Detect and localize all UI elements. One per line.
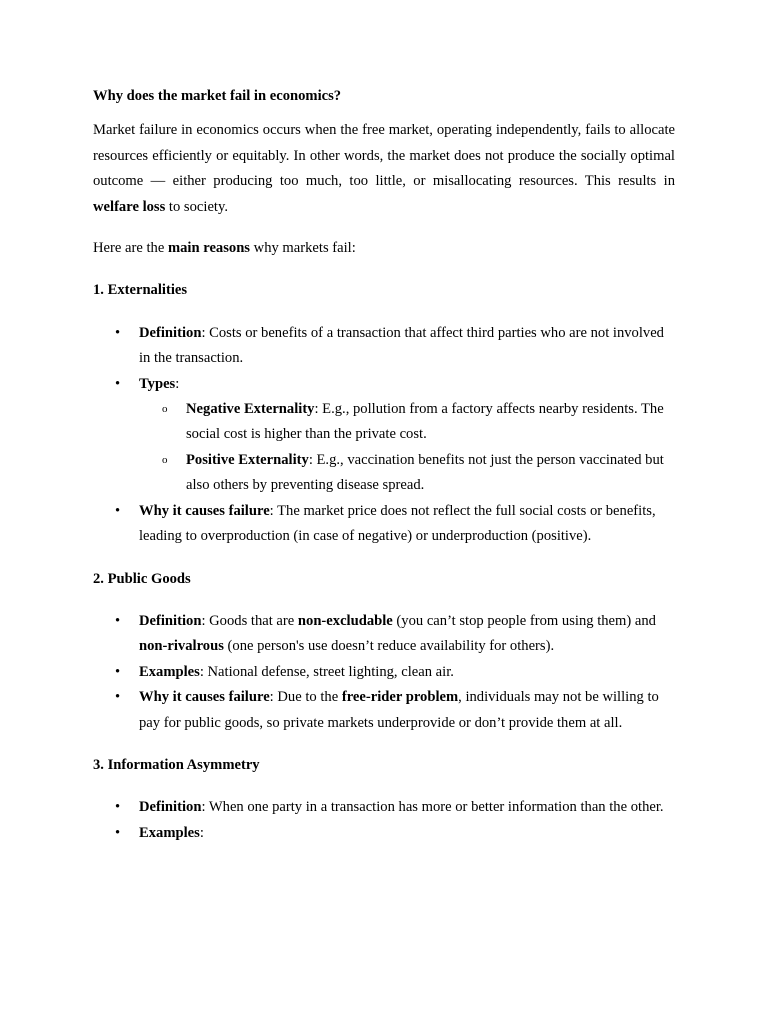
definition-text: : Goods that are	[201, 612, 298, 629]
document-body	[93, 84, 675, 863]
reasons-bold: main reasons	[167, 240, 250, 257]
intro-text: Market failure in economics occurs when the free market, operating independently, fails to allocate resources efficiently or equitably. In other words, the market does not produce the socially optimal outcome — either producing too much, too little, or misallocating resources. This results in	[93, 122, 675, 190]
why-text: : Due to the	[269, 689, 342, 706]
definition-label: Definition	[139, 799, 202, 816]
reasons-post: why markets fail:	[250, 240, 356, 257]
types-label: Types	[139, 375, 176, 392]
definition-label: Definition	[139, 324, 202, 341]
list-item	[139, 685, 675, 736]
free-rider-term: free-rider problem	[341, 689, 459, 706]
examples-text: : National defense, street lighting, clean air.	[199, 663, 454, 680]
negative-externality-text: : E.g., pollution from a factory affects nearby residents. The social cost is higher than the private cost.	[186, 401, 664, 443]
list-item	[139, 499, 675, 550]
definition-text: : Costs or benefits of a transaction that affect third parties who are not involved in the transaction.	[139, 324, 664, 367]
reasons-pre: Here are the	[93, 240, 168, 257]
information-asymmetry-list	[139, 795, 675, 846]
negative-externality-label: Negative Externality	[186, 401, 315, 418]
non-excludable-term: non-excludable	[297, 612, 393, 629]
section-heading-public-goods: 2. Public Goods	[93, 570, 191, 587]
why-text: , individuals may not be willing to pay for public goods, so private markets underprovide or don’t provide them at all.	[139, 689, 659, 731]
examples-label: Examples	[139, 824, 200, 841]
section-heading-externalities: 1. Externalities	[93, 282, 188, 299]
definition-text: (you can’t stop people from using them) and	[392, 612, 656, 629]
why-text: : The market price does not reflect the full social costs or benefits, leading to overproduction (in case of negative) or underproduction (positive).	[139, 502, 656, 545]
why-label: Why it causes failure	[139, 502, 270, 519]
list-item	[139, 795, 675, 820]
positive-externality-label: Positive Externality	[186, 451, 309, 468]
sublist-item	[186, 448, 675, 499]
public-goods-list	[139, 609, 675, 736]
definition-label: Definition	[139, 612, 202, 629]
externalities-list	[139, 321, 675, 550]
types-sublist	[186, 397, 675, 499]
intro-bold-term: welfare loss	[93, 198, 166, 215]
examples-label: Examples	[139, 663, 200, 680]
list-item	[139, 660, 675, 685]
why-label: Why it causes failure	[139, 689, 270, 706]
page-title: Why does the market fail in economics?	[93, 88, 342, 104]
list-item	[139, 372, 675, 499]
positive-externality-text: : E.g., vaccination benefits not just the person vaccinated but also others by preventing disease spread.	[186, 451, 664, 494]
definition-text: : When one party in a transaction has more or better information than the other.	[201, 799, 664, 816]
list-item	[139, 821, 675, 846]
intro-text-end: to society.	[165, 198, 228, 215]
sublist-item	[186, 397, 675, 448]
list-item	[139, 609, 675, 660]
types-colon: :	[175, 375, 180, 392]
section-heading-information-asymmetry: 3. Information Asymmetry	[93, 756, 260, 773]
definition-text: (one person's use doesn’t reduce availability for others).	[223, 638, 555, 655]
reasons-paragraph	[93, 236, 675, 261]
examples-colon: :	[199, 824, 204, 841]
intro-paragraph	[93, 118, 675, 220]
list-item	[139, 321, 675, 372]
non-rivalrous-term: non-rivalrous	[139, 638, 224, 655]
